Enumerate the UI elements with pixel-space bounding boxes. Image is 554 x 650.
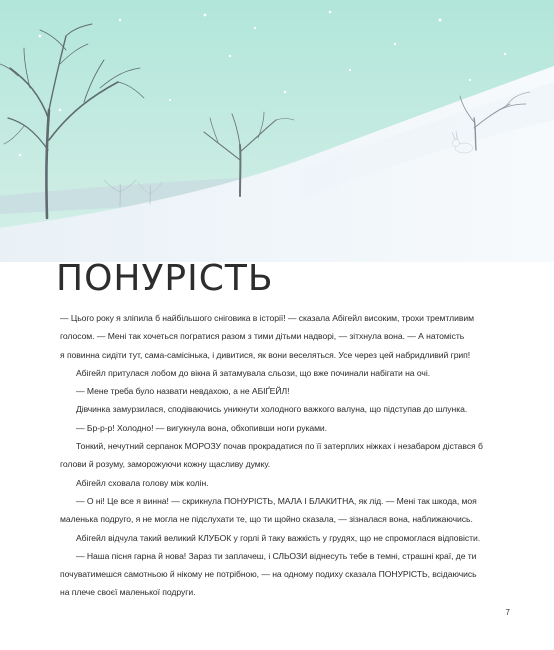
story-line: голови й розуму, заморожуючи кожну щасливу думку. bbox=[60, 459, 271, 470]
story-line: я повинна сидіти тут, сама-самісінька, і дивитися, як вони веселяться. Усе через цей набридливий грип! bbox=[60, 349, 471, 360]
story-line: голосом. — Мені так хочеться погратися разом з тими дітьми надворі, — зітхнула вона. — А натомість bbox=[60, 331, 465, 342]
story-line: маленька подруго, я не могла не підслухати те, що ти щойно сказала, — зізналася вона, наближаючись. bbox=[60, 514, 473, 525]
story-line: на плече своєї маленької подруги. bbox=[60, 587, 196, 598]
story-line: — Цього року я зліпила б найбільшого сніговика в історії! — сказала Абігейл високим, трохи тремтливим bbox=[60, 313, 474, 323]
story-text bbox=[60, 309, 510, 602]
story-line: почуватимешся самотньою й нікому не потрібною, — на одному подиху сказала ПОНУРІСТЬ, всідаючись bbox=[60, 569, 477, 580]
story-line: Абігейл сховала голову між колін. bbox=[76, 477, 209, 488]
story-line: — Наша пісня гарна й нова! Зараз ти заплачеш, і СЛЬОЗИ віднесуть тебе в темні, страшні краї, де ти bbox=[76, 550, 477, 561]
story-line: — Бр-р-р! Холодно! — вигукнула вона, обхопивши ноги руками. bbox=[76, 422, 328, 433]
story-line: Тонкий, нечутний серпанок МОРОЗУ почав прокрадатися по її затерплих ніжках і незабаром дістався б bbox=[76, 441, 483, 452]
chapter-title: ПОНУРІСТЬ bbox=[56, 258, 274, 299]
story-line: Абігейл притулася лобом до вікна й затамувала сльози, що вже починали набігати на очі. bbox=[76, 367, 431, 378]
story-line: — Мене треба було назвати невдахою, а не АБІҐЕЙЛ! bbox=[76, 386, 290, 397]
winter-illustration bbox=[0, 0, 554, 262]
page-number: 7 bbox=[505, 608, 510, 617]
story-line: — О ні! Це все я винна! — скрикнула ПОНУРІСТЬ, МАЛА І БЛАКИТНА, як лід. — Мені так шкода, моя bbox=[76, 495, 477, 506]
story-line: Дівчинка замурзилася, сподіваючись уникнути холодного важкого валуна, що підступав до шлунка. bbox=[76, 404, 468, 415]
story-line: Абігейл відчула такий великий КЛУБОК у горлі й таку важкість у грудях, що не спромоглася відповісти. bbox=[76, 532, 481, 543]
